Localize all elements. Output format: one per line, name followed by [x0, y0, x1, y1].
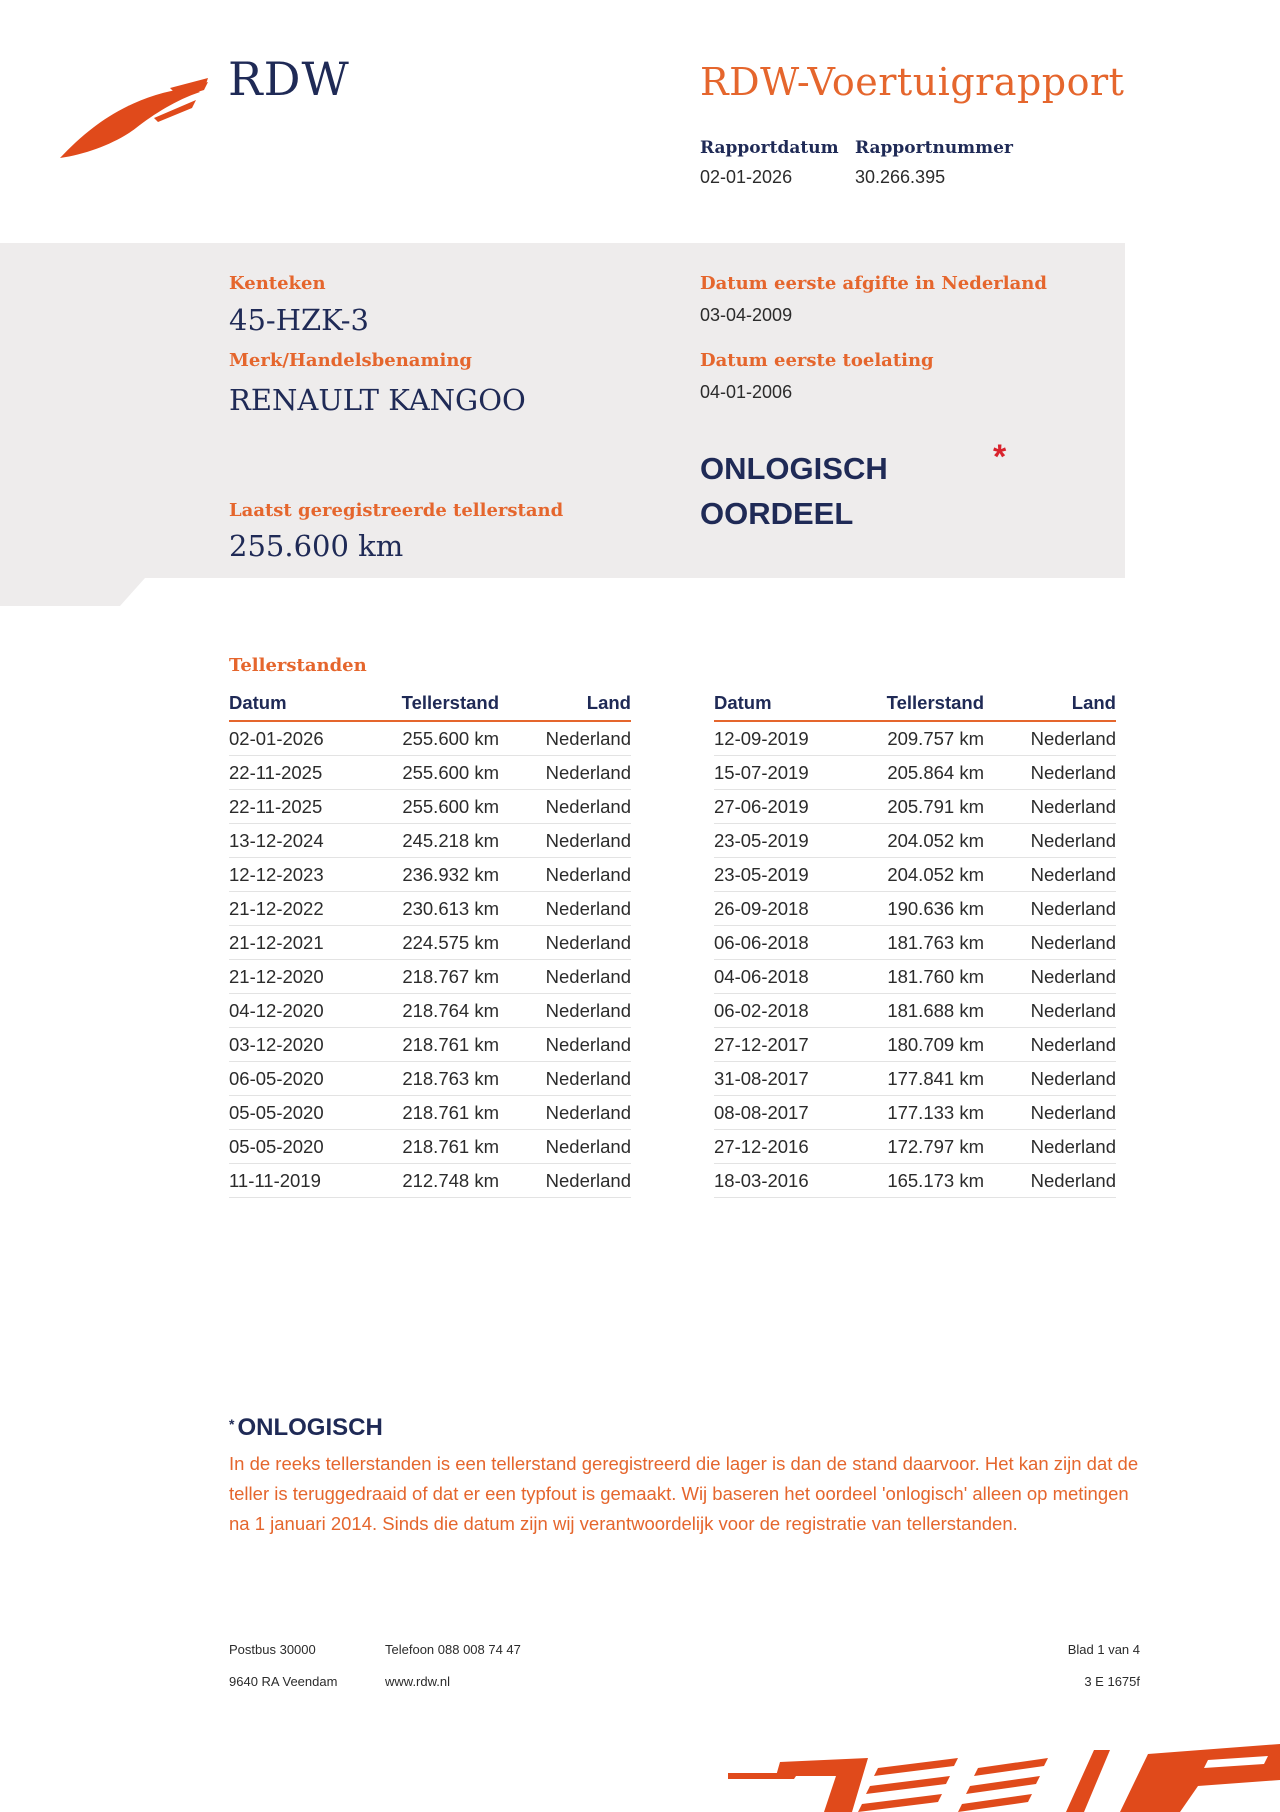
reading-country: Nederland	[984, 994, 1116, 1028]
table-row	[714, 926, 1116, 960]
reading-date: 06-06-2018	[714, 926, 864, 960]
reading-date: 04-06-2018	[714, 960, 864, 994]
report-number: 30.266.395	[855, 167, 946, 187]
column-header-date: Datum	[229, 690, 379, 721]
table-row	[714, 721, 1116, 756]
column-header-odometer: Tellerstand	[379, 690, 499, 721]
plate-label: Kenteken	[229, 273, 326, 294]
reading-date: 03-12-2020	[229, 1028, 379, 1062]
reading-country: Nederland	[499, 1096, 631, 1130]
table-row	[229, 960, 631, 994]
reading-odometer: 204.052 km	[864, 858, 984, 892]
reading-date: 02-01-2026	[229, 721, 379, 756]
column-header-country: Land	[984, 690, 1116, 721]
reading-odometer: 255.600 km	[379, 790, 499, 824]
reading-country: Nederland	[984, 824, 1116, 858]
reading-odometer: 255.600 km	[379, 721, 499, 756]
reading-date: 12-09-2019	[714, 721, 864, 756]
license-plate: 45-HZK-3	[229, 303, 369, 337]
reading-date: 05-05-2020	[229, 1130, 379, 1164]
table-row	[714, 892, 1116, 926]
brand-name: RDW	[228, 52, 350, 106]
rdw-logo-icon	[58, 78, 208, 160]
reading-odometer: 177.841 km	[864, 1062, 984, 1096]
reading-odometer: 236.932 km	[379, 858, 499, 892]
reading-odometer: 181.763 km	[864, 926, 984, 960]
footer-city: 9640 RA Veendam	[229, 1674, 338, 1689]
reading-country: Nederland	[984, 756, 1116, 790]
table-row	[229, 1130, 631, 1164]
report-date: 02-01-2026	[700, 167, 793, 187]
reading-date: 15-07-2019	[714, 756, 864, 790]
reading-country: Nederland	[984, 1096, 1116, 1130]
reading-date: 23-05-2019	[714, 858, 864, 892]
reading-country: Nederland	[499, 824, 631, 858]
reading-odometer: 245.218 km	[379, 824, 499, 858]
reading-country: Nederland	[984, 1062, 1116, 1096]
first-issue-date: 03-04-2009	[700, 305, 793, 325]
reading-country: Nederland	[984, 926, 1116, 960]
first-admission-label: Datum eerste toelating	[700, 350, 934, 371]
column-header-odometer: Tellerstand	[864, 690, 984, 721]
table-row	[714, 1028, 1116, 1062]
reading-country: Nederland	[499, 1062, 631, 1096]
reading-odometer: 218.764 km	[379, 994, 499, 1028]
make-label: Merk/Handelsbenaming	[229, 350, 473, 371]
first-admission-date: 04-01-2006	[700, 382, 793, 402]
table-row	[229, 892, 631, 926]
reading-odometer: 204.052 km	[864, 824, 984, 858]
reading-date: 21-12-2020	[229, 960, 379, 994]
verdict-asterisk: *	[993, 438, 1007, 476]
reading-odometer: 181.688 km	[864, 994, 984, 1028]
footer-phone: Telefoon 088 008 74 47	[385, 1642, 521, 1657]
verdict-status: ONLOGISCH OORDEEL	[700, 451, 888, 531]
reading-date: 31-08-2017	[714, 1062, 864, 1096]
reading-country: Nederland	[499, 858, 631, 892]
readings-title: Tellerstanden	[229, 655, 367, 676]
reading-date: 04-12-2020	[229, 994, 379, 1028]
reading-country: Nederland	[499, 1130, 631, 1164]
reading-date: 27-12-2016	[714, 1130, 864, 1164]
table-row	[714, 994, 1116, 1028]
reading-country: Nederland	[984, 1028, 1116, 1062]
readings-table-right	[714, 690, 1116, 1198]
reading-date: 06-02-2018	[714, 994, 864, 1028]
reading-country: Nederland	[984, 1130, 1116, 1164]
reading-country: Nederland	[499, 892, 631, 926]
report-date-label: Rapportdatum	[700, 138, 839, 158]
reading-country: Nederland	[984, 858, 1116, 892]
table-row	[714, 960, 1116, 994]
reading-date: 27-06-2019	[714, 790, 864, 824]
reading-odometer: 180.709 km	[864, 1028, 984, 1062]
table-row	[714, 1164, 1116, 1198]
reading-odometer: 181.760 km	[864, 960, 984, 994]
readings-table-left	[229, 690, 631, 1198]
note-text: In de reeks tellerstanden is een tellerstand geregistreerd die lager is dan de stand daarvoor. Het kan zijn dat de teller is teruggedraaid of dat er een typfout is gemaakt. Wij baseren het oordeel 'onlogisch' alleen op metingen na 1 januari 2014. Sinds die datum zijn wij verantwoordelijk voor de registratie van tellerstanden.	[229, 1453, 1139, 1534]
reading-date: 22-11-2025	[229, 790, 379, 824]
reading-odometer: 209.757 km	[864, 721, 984, 756]
reading-country: Nederland	[499, 994, 631, 1028]
reading-odometer: 218.767 km	[379, 960, 499, 994]
table-row	[714, 1062, 1116, 1096]
reading-date: 22-11-2025	[229, 756, 379, 790]
reading-country: Nederland	[984, 892, 1116, 926]
reading-date: 08-08-2017	[714, 1096, 864, 1130]
reading-odometer: 218.761 km	[379, 1096, 499, 1130]
reading-country: Nederland	[499, 1028, 631, 1062]
table-row	[714, 824, 1116, 858]
reading-odometer: 177.133 km	[864, 1096, 984, 1130]
report-title: RDW-Voertuigrapport	[700, 60, 1125, 104]
reading-odometer: 172.797 km	[864, 1130, 984, 1164]
table-row	[229, 721, 631, 756]
reading-country: Nederland	[984, 960, 1116, 994]
reading-odometer: 218.761 km	[379, 1028, 499, 1062]
reading-odometer: 205.791 km	[864, 790, 984, 824]
reading-date: 26-09-2018	[714, 892, 864, 926]
reading-country: Nederland	[499, 926, 631, 960]
footer-page-number: Blad 1 van 4	[1067, 1642, 1140, 1657]
note-title-text: ONLOGISCH	[237, 1414, 383, 1441]
report-number-label: Rapportnummer	[855, 138, 1013, 158]
footer-code: 3 E 1675f	[1084, 1674, 1140, 1689]
table-row	[229, 994, 631, 1028]
table-row	[229, 1062, 631, 1096]
reading-country: Nederland	[499, 756, 631, 790]
reading-date: 27-12-2017	[714, 1028, 864, 1062]
table-row	[229, 1164, 631, 1198]
reading-country: Nederland	[499, 1164, 631, 1198]
table-row	[714, 1130, 1116, 1164]
table-row	[714, 756, 1116, 790]
reading-odometer: 255.600 km	[379, 756, 499, 790]
reading-date: 13-12-2024	[229, 824, 379, 858]
reading-odometer: 230.613 km	[379, 892, 499, 926]
column-header-country: Land	[499, 690, 631, 721]
decorative-stripes-icon	[728, 1740, 1280, 1812]
footer-website-link[interactable]: www.rdw.nl	[385, 1674, 451, 1689]
reading-odometer: 212.748 km	[379, 1164, 499, 1198]
odometer-value: 255.600 km	[229, 529, 404, 563]
reading-odometer: 218.761 km	[379, 1130, 499, 1164]
table-row	[229, 824, 631, 858]
footer-postbus: Postbus 30000	[229, 1642, 316, 1657]
table-row	[229, 1028, 631, 1062]
reading-odometer: 224.575 km	[379, 926, 499, 960]
reading-odometer: 165.173 km	[864, 1164, 984, 1198]
reading-country: Nederland	[499, 790, 631, 824]
reading-date: 05-05-2020	[229, 1096, 379, 1130]
reading-country: Nederland	[984, 721, 1116, 756]
reading-date: 23-05-2019	[714, 824, 864, 858]
vehicle-info-panel	[0, 243, 1125, 606]
reading-country: Nederland	[984, 1164, 1116, 1198]
table-row	[229, 926, 631, 960]
reading-odometer: 205.864 km	[864, 756, 984, 790]
reading-date: 21-12-2021	[229, 926, 379, 960]
reading-date: 12-12-2023	[229, 858, 379, 892]
reading-country: Nederland	[499, 721, 631, 756]
reading-date: 21-12-2022	[229, 892, 379, 926]
table-row	[229, 858, 631, 892]
reading-odometer: 218.763 km	[379, 1062, 499, 1096]
note-asterisk: *	[229, 1416, 235, 1432]
note-title	[229, 1414, 383, 1442]
reading-country: Nederland	[499, 960, 631, 994]
table-row	[229, 756, 631, 790]
reading-country: Nederland	[984, 790, 1116, 824]
table-row	[229, 1096, 631, 1130]
table-row	[229, 790, 631, 824]
reading-odometer: 190.636 km	[864, 892, 984, 926]
odometer-label: Laatst geregistreerde tellerstand	[229, 500, 564, 521]
table-row	[714, 1096, 1116, 1130]
column-header-date: Datum	[714, 690, 864, 721]
table-row	[714, 858, 1116, 892]
reading-date: 11-11-2019	[229, 1164, 379, 1198]
vehicle-make: RENAULT KANGOO	[229, 383, 526, 417]
reading-date: 06-05-2020	[229, 1062, 379, 1096]
reading-date: 18-03-2016	[714, 1164, 864, 1198]
first-issue-label: Datum eerste afgifte in Nederland	[700, 273, 1047, 294]
table-row	[714, 790, 1116, 824]
